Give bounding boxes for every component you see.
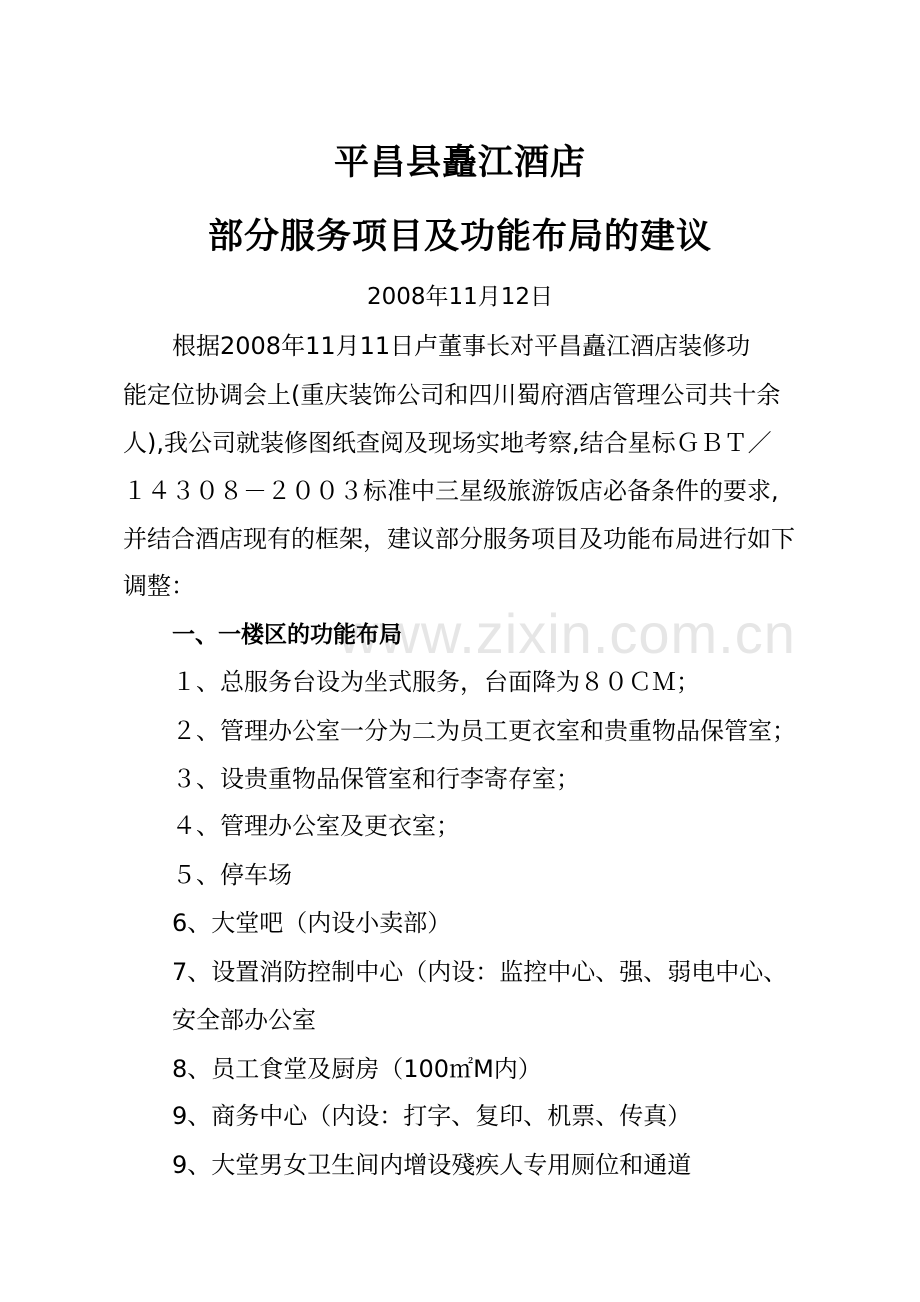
list-item: 安全部办公室: [172, 1006, 316, 1034]
list-item: 7、设置消防控制中心（内设：监控中心、强、弱电中心、: [172, 958, 788, 986]
list-item: １、总服务台设为坐式服务，台面降为８０ＣＭ；: [172, 668, 700, 696]
document-subtitle: 部分服务项目及功能布局的建议: [207, 217, 712, 257]
intro-line-4: １４３０８－２００３标准中三星级旅游饭店必备条件的要求,: [123, 477, 779, 505]
intro-line-2: 能定位协调会上(重庆装饰公司和四川蜀府酒店管理公司共十余: [123, 381, 781, 409]
document-title: 平昌县矗江酒店: [333, 143, 586, 183]
list-item: 9、商务中心（内设：打字、复印、机票、传真）: [172, 1102, 692, 1130]
list-item: 8、员工食堂及厨房（100㎡M内）: [172, 1055, 542, 1083]
list-item: ２、管理办公室一分为二为员工更衣室和贵重物品保管室；: [172, 717, 796, 745]
intro-line-5: 并结合酒店现有的框架，建议部分服务项目及功能布局进行如下: [123, 525, 795, 553]
intro-line-6: 调整：: [123, 572, 195, 600]
list-item: ５、停车场: [172, 861, 292, 889]
list-item: ４、管理办公室及更衣室；: [172, 812, 460, 840]
list-item: 9、大堂男女卫生间内增设殘疾人专用厕位和通道: [172, 1151, 692, 1179]
intro-line-1: 根据2008年11月11日卢董事长对平昌矗江酒店装修功: [172, 332, 751, 360]
list-item: ３、设贵重物品保管室和行李寄存室；: [172, 765, 580, 793]
intro-line-3: 人),我公司就装修图纸查阅及现场实地考察,结合星标ＧＢＴ／: [123, 429, 772, 457]
section-heading: 一、一楼区的功能布局: [172, 622, 402, 648]
document-date: 2008年11月12日: [366, 284, 554, 310]
watermark: www.zixin.com.cn: [338, 602, 796, 665]
list-item: 6、大堂吧（内设小卖部）: [172, 909, 452, 937]
